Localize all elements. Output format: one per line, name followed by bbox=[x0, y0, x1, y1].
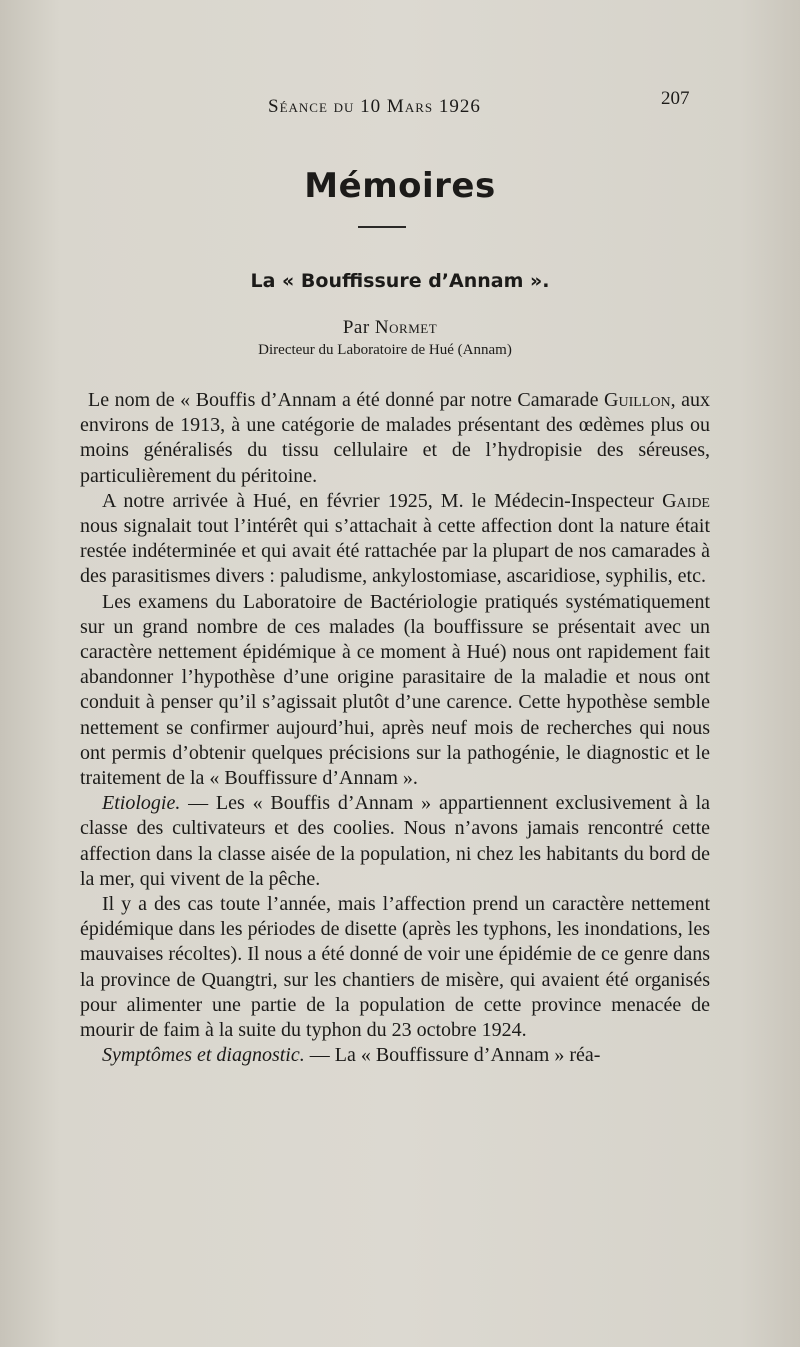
author-name: Normet bbox=[374, 317, 438, 338]
page-number: 207 bbox=[661, 88, 690, 109]
person-name-guillon: Guillon bbox=[604, 389, 671, 411]
paragraph-3: Les examens du Laboratoire de Bactériologie pratiqués systématiquement sur un grand nombre de ces malades (la bouffissure se présentait avec un caractère nettement épidémique à ce moment à Hué) nous ont rapidement fait abandonner l’hypothèse d’une origine parasitaire de la maladie et nous ont conduit à penser qu’il s’agissait plutôt d’une carence. Cette hypothèse semble nettement se confirmer aujourd’hui, après neuf mois de recherches qui nous ont permis d’obtenir quelques précisions sur la pathogénie, le diagnostic et le traitement de la « Bouffissure d’Annam ». bbox=[80, 590, 710, 790]
paragraph-2-text-a: A notre arrivée à Hué, en février 1925, M. le Médecin-Inspecteur bbox=[102, 489, 663, 512]
section-title: Mémoires bbox=[304, 166, 496, 206]
byline bbox=[0, 317, 780, 339]
author-affiliation: Directeur du Laboratoire de Hué (Annam) bbox=[258, 342, 512, 358]
paragraph-2 bbox=[80, 489, 710, 590]
title-divider bbox=[358, 226, 406, 228]
paragraph-symptomes bbox=[80, 1043, 710, 1068]
paragraph-1-text-b: , aux environs de 1913, à une catégorie de malades présentant des œdèmes plus ou moins généralisés du tissu cellulaire et de l’hydropisie des séreuses, particulièrement du péritoine. bbox=[80, 389, 710, 487]
paragraph-1 bbox=[80, 388, 710, 489]
symptomes-heading: Symptômes et diagnostic. bbox=[102, 1044, 305, 1067]
article-body bbox=[80, 388, 710, 1068]
etiologie-heading: Etiologie. bbox=[102, 792, 181, 815]
person-name-gaide: Gaide bbox=[662, 489, 710, 512]
byline-prefix: Par bbox=[342, 317, 370, 338]
paragraph-5: Il y a des cas toute l’année, mais l’affection prend un caractère nettement épidémique dans les périodes de disette (après les typhons, les inondations, les mauvaises récoltes). Il nous a été donné de voir une épidémie de ce genre dans la province de Quangtri, sur les chantiers de misère, qui avaient été organisés pour alimenter une partie de la population de cette province menacée de mourir de faim à la suite du typhon du 23 octobre 1924. bbox=[80, 893, 710, 1042]
article-title: La « Bouffissure d’Annam ». bbox=[250, 270, 550, 292]
paragraph-2-text-b: nous signalait tout l’intérêt qui s’attachait à cette affection dont la nature était restée indéterminée et qui avait été rattachée par la plupart de nos camarades à des parasitismes divers : paludisme, ankylostomiase, ascaridiose, syphilis, etc. bbox=[80, 515, 710, 588]
paragraph-etiologie bbox=[80, 791, 710, 892]
paragraph-1-text-a: Le nom de « Bouffis d’Annam a été donné par notre Camarade bbox=[88, 389, 605, 411]
symptomes-text: — La « Bouffissure d’Annam » réa- bbox=[304, 1044, 601, 1067]
etiologie-text: — Les « Bouffis d’Annam » appartiennent exclusivement à la classe des cultivateurs et des coolies. Nous n’avons jamais rencontré cette affection dans la classe aisée de la population, ni chez les habitants du bord de la mer, qui vivent de la pêche. bbox=[80, 792, 710, 890]
running-head: Séance du 10 Mars 1926 bbox=[268, 96, 481, 117]
